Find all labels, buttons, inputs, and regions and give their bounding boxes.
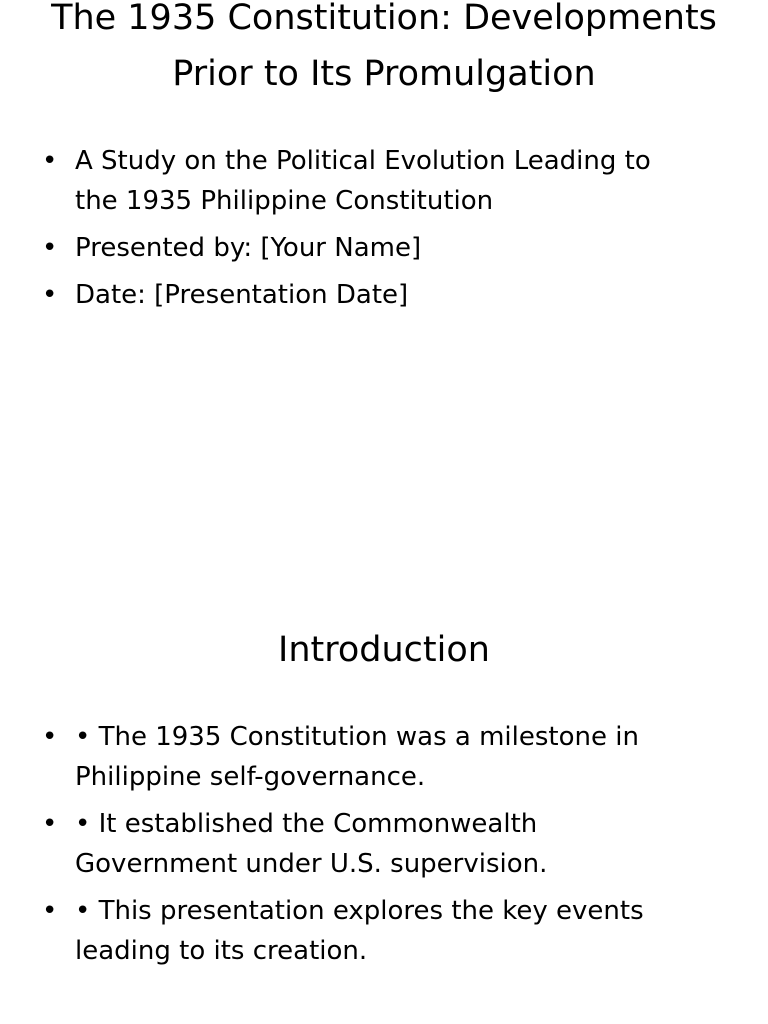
slide-introduction [0, 576, 768, 1024]
list-item-text: • It established the Commonwealth Government under U.S. supervision. [75, 809, 548, 879]
bullet-dot-icon: • [42, 146, 58, 176]
list-item [40, 891, 700, 971]
list-item [40, 228, 700, 268]
list-item [40, 141, 700, 221]
list-item-text: • The 1935 Constitution was a milestone in Philippine self-governance. [75, 722, 639, 792]
bullet-list [40, 717, 700, 978]
bullet-dot-icon: • [42, 233, 58, 263]
bullet-dot-icon: • [42, 896, 58, 926]
list-item-text: • This presentation explores the key events leading to its creation. [75, 896, 644, 966]
list-item-text: Date: [Presentation Date] [75, 280, 409, 310]
bullet-dot-icon: • [42, 280, 58, 310]
list-item-text: Presented by: [Your Name] [75, 233, 422, 263]
bullet-list [40, 141, 700, 322]
list-item-text: A Study on the Political Evolution Leading to the 1935 Philippine Constitution [75, 146, 651, 216]
bullet-dot-icon: • [42, 722, 58, 752]
slide-title: The 1935 Constitution: Developments Prior to Its Promulgation [51, 0, 717, 94]
list-item [40, 275, 700, 315]
list-item [40, 717, 700, 797]
bullet-dot-icon: • [42, 809, 58, 839]
list-item [40, 804, 700, 884]
slide-title: Introduction [278, 630, 490, 670]
